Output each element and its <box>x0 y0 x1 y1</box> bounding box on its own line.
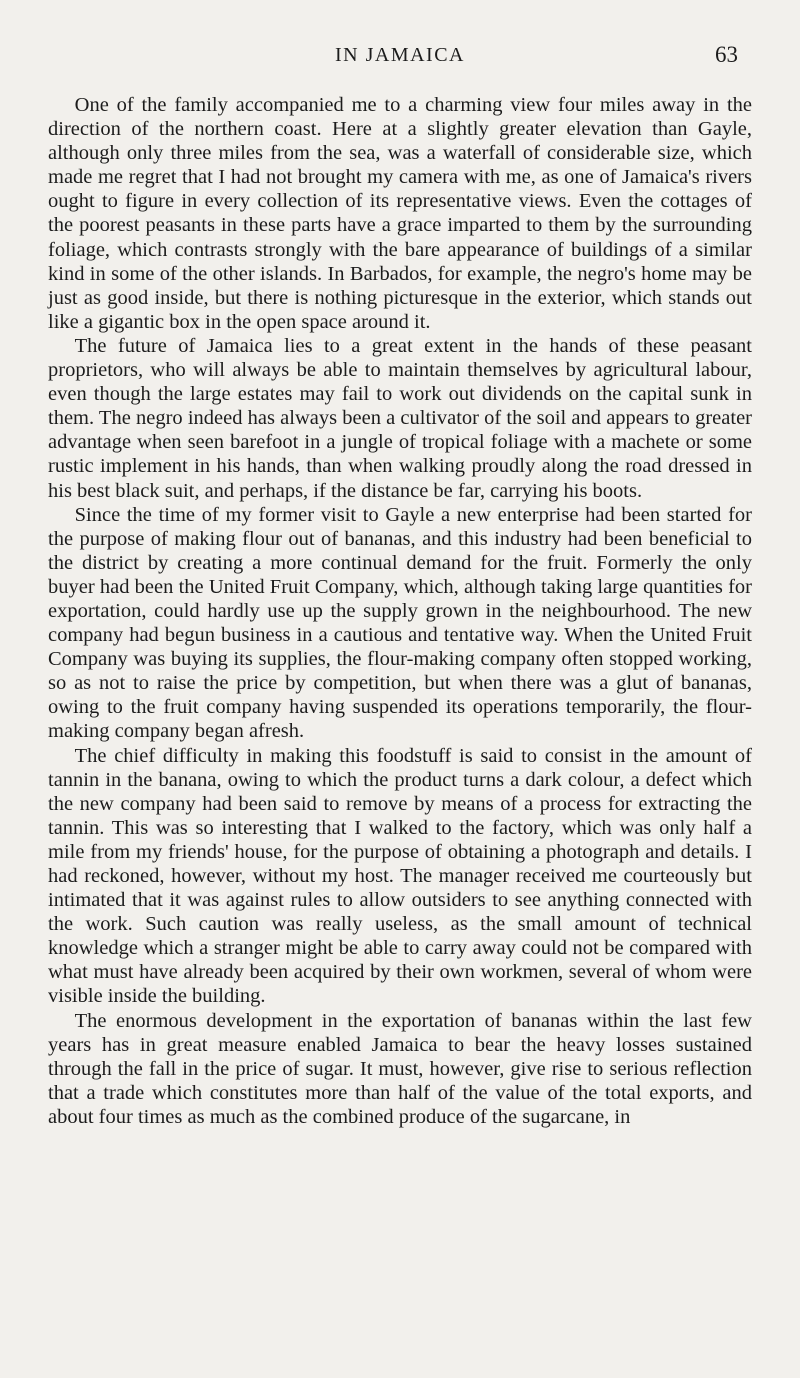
paragraph: One of the family accompanied me to a charming view four miles away in the direction of the northern coast. Here at a slightly greater elevation than Gayle, although only three miles from the sea, was a waterfall of considerable size, which made me regret that I had not brought my camera with me, as one of Jamaica's rivers ought to figure in every collection of its representative views. Even the cottages of the poorest peasants in these parts have a grace imparted to them by the surrounding foliage, which contrasts strongly with the bare appearance of buildings of a similar kind in some of the other islands. In Barbados, for example, the negro's home may be just as good inside, but there is nothing picturesque in the exterior, which stands out like a gigantic box in the open space around it. <box>48 94 752 333</box>
paragraph: Since the time of my former visit to Gayle a new enterprise had been started for the purpose of making flour out of bananas, and this industry had been beneficial to the district by creating a more continual demand for the fruit. Formerly the only buyer had been the United Fruit Company, which, although taking large quantities for exportation, could hardly use up the supply grown in the neighbourhood. The new company had begun business in a cautious and tentative way. When the United Fruit Company was buying its supplies, the flour-making company often stopped working, so as not to raise the price by competition, but when there was a glut of bananas, owing to the fruit company having suspended its operations temporarily, the flour-making company began afresh. <box>48 503 752 743</box>
paragraph: The chief difficulty in making this foodstuff is said to consist in the amount of tannin in the banana, owing to which the product turns a dark colour, a defect which the new company had been said to remove by means of a process for extracting the tannin. This was so interesting that I walked to the factory, which was only half a mile from my friends' house, for the purpose of obtaining a photograph and details. I had reckoned, however, without my host. The manager received me courteously but intimated that it was against rules to allow outsiders to see anything connected with the work. Such caution was really useless, as the small amount of technical knowledge which a stranger might be able to carry away could not be compared with what must have already been acquired by their own workmen, several of whom were visible inside the building. <box>48 744 752 1008</box>
paragraph: The enormous development in the exportation of bananas within the last few years has in great measure enabled Jamaica to bear the heavy losses sustained through the fall in the price of sugar. It must, however, give rise to serious reflection that a trade which constitutes more than half of the value of the total exports, and about four times as much as the combined produce of the sugarcane, in <box>48 1009 752 1128</box>
page-number: 63 <box>715 42 738 67</box>
paragraph: The future of Jamaica lies to a great extent in the hands of these peasant proprietors, who will always be able to maintain themselves by agricultural labour, even though the large estates may fail to work out dividends on the capital sunk in them. The negro indeed has always been a cultivator of the soil and appears to greater advantage when seen barefoot in a jungle of tropical foliage with a machete or some rustic implement in his hands, than when walking proudly along the road dressed in his best black suit, and perhaps, if the distance be far, carrying his boots. <box>48 334 752 502</box>
running-title: IN JAMAICA <box>335 44 465 66</box>
body-text <box>48 93 752 1129</box>
